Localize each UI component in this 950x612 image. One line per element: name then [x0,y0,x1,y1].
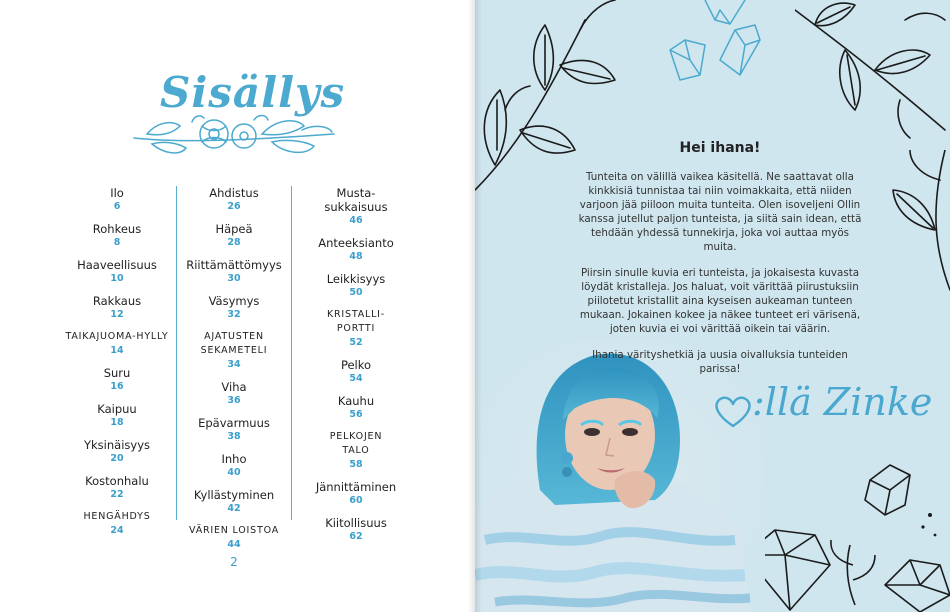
leaf-branch-icon [795,0,950,140]
toc-entry[interactable] [292,480,420,507]
letter-block [575,140,865,388]
letter-paragraph: Tunteita on välillä vaikea käsitellä. Ne saattavat olla kinkkisiä tunnistaa tai niin voimakkaita, että niiden varjoon jää piiloon muita tunteita. Olen isoveljeni Ollin kanssa jutellut paljon tunteista, ja siitä sain idean, että tehdään yhdessä tunnekirja, joka voi auttaa myös muita. [578,171,862,253]
toc-entry-title: TAIKAJUOMA-HYLLY [65,331,169,342]
toc-entry[interactable] [292,358,420,385]
toc-entry-title: Kostonhalu [85,474,149,488]
toc-entry[interactable] [292,186,420,227]
toc-entry-title: Haaveellisuus [77,258,157,272]
toc-entry[interactable] [58,510,176,537]
toc-entry[interactable] [58,294,176,321]
letter-paragraph: Piirsin sinulle kuvia eri tunteista, ja jokaisesta kuvasta löydät kristalleja. Jos haluat, voit värittää piirustuksiin piilotetut kristallit aina kyseisen aukeaman tunteen mukaan. Jokainen kokee ja näkee tunteet eri värisenä, joten kuvia ei voi värittää oikein tai väärin. [579,267,861,335]
toc-entry-page: 40 [227,467,241,478]
toc-entry-title: Jännittäminen [315,480,397,494]
toc-entry-title: Rakkaus [92,294,142,308]
toc-entry[interactable] [177,416,291,443]
toc-entry[interactable] [177,258,291,285]
toc-entry-title: Kyllästyminen [193,488,275,502]
toc-entry[interactable] [58,402,176,429]
toc-entry-title: PELKOJEN TALO [329,431,383,456]
toc-entry[interactable] [177,488,291,515]
toc-entry[interactable] [177,452,291,479]
toc-entry[interactable] [292,236,420,263]
toc-entry-page: 6 [113,201,121,212]
toc-entry-title: Ahdistus [209,186,259,200]
toc-entry-page: 58 [349,459,363,470]
toc-entry-page: 38 [227,431,241,442]
toc-entry-title: Ilo [110,186,124,200]
toc-entry[interactable] [177,524,291,551]
toc-entry[interactable] [177,222,291,249]
toc-entry[interactable] [292,272,420,299]
toc-entry-title: Suru [103,366,131,380]
toc-entry[interactable] [177,294,291,321]
toc-entry[interactable] [58,222,176,249]
toc-entry-page: 10 [110,273,124,284]
toc-entry-page: 12 [110,309,124,320]
toc-entry[interactable] [58,258,176,285]
toc-entry[interactable] [292,308,420,349]
signature: :llä Zinke [752,380,933,424]
floral-ornament-icon [132,112,337,162]
toc-column-1 [58,186,176,546]
toc-entry-page: 18 [110,417,124,428]
toc-entry-title: Leikkisyys [326,272,386,286]
toc-entry-title: Kiitollisuus [325,516,387,530]
toc-entry-title: Epävarmuus [198,416,270,430]
toc-entry-page: 30 [227,273,241,284]
toc-entry-page: 16 [110,381,124,392]
toc-entry[interactable] [292,516,420,543]
letter-greeting: Hei ihana! [679,140,761,156]
crystal-icon [735,455,950,612]
toc-entry[interactable] [58,474,176,501]
toc-entry-page: 60 [349,495,363,506]
toc-entry-page: 14 [110,345,124,356]
toc-entry-title: Kauhu [337,394,375,408]
toc-entry-title: KRISTALLI-PORTTI [326,309,386,334]
toc-entry[interactable] [58,366,176,393]
toc-entry[interactable] [58,438,176,465]
toc-entry[interactable] [58,330,176,357]
letter-paragraph: Ihania värityshetkiä ja uusia oivalluksia tunteiden parissa! [592,349,848,375]
page-gutter [468,0,482,612]
toc-entry[interactable] [177,330,291,371]
toc-entry-page: 22 [110,489,124,500]
toc-column-3 [292,186,420,552]
toc-entry-title: Anteeksianto [318,236,394,250]
toc-entry-page: 24 [110,525,124,536]
toc-entry-page: 42 [227,503,241,514]
toc-entry-page: 54 [349,373,363,384]
toc-entry[interactable] [177,186,291,213]
toc-entry[interactable] [292,394,420,421]
toc-entry-page: 52 [349,337,363,348]
toc-entry-title: Häpeä [215,222,253,236]
toc-entry-title: Kaipuu [97,402,137,416]
toc-entry-page: 50 [349,287,363,298]
toc-entry-page: 26 [227,201,241,212]
toc-entry-page: 48 [349,251,363,262]
toc-entry-title: Riittämättömyys [186,258,282,272]
page-number: 2 [230,555,238,569]
toc-entry-page: 46 [349,215,363,226]
toc-entry-page: 44 [227,539,241,550]
toc-entry-title: VÄRIEN LOISTOA [189,525,279,536]
toc-entry-title: Yksinäisyys [84,438,150,452]
toc-entry-page: 56 [349,409,363,420]
toc-entry-page: 20 [110,453,124,464]
toc-entry-title: Pelko [340,358,372,372]
toc-entry-title: Musta-sukkaisuus [324,186,388,214]
crystal-icon [660,0,770,90]
toc-entry-page: 28 [227,237,241,248]
toc-title: Sisällys [160,68,346,117]
toc-entry-title: Viha [221,380,247,394]
toc-entry[interactable] [177,380,291,407]
heart-icon [713,396,753,428]
toc-entry-page: 62 [349,531,363,542]
toc-entry[interactable] [58,186,176,213]
toc-entry[interactable] [292,430,420,471]
toc-entry-page: 34 [227,359,241,370]
toc-entry-title: Rohkeus [92,222,142,236]
toc-entry-title: Inho [221,452,247,466]
toc-entry-title: HENGÄHDYS [83,511,151,522]
toc-entry-page: 36 [227,395,241,406]
toc-entry-title: Väsymys [208,294,260,308]
toc-column-2 [176,186,292,550]
toc-entry-page: 32 [227,309,241,320]
leaf-branch-icon [885,150,950,300]
toc-entry-page: 8 [113,237,121,248]
toc-entry-title: AJATUSTEN SEKAMETELI [200,331,268,356]
